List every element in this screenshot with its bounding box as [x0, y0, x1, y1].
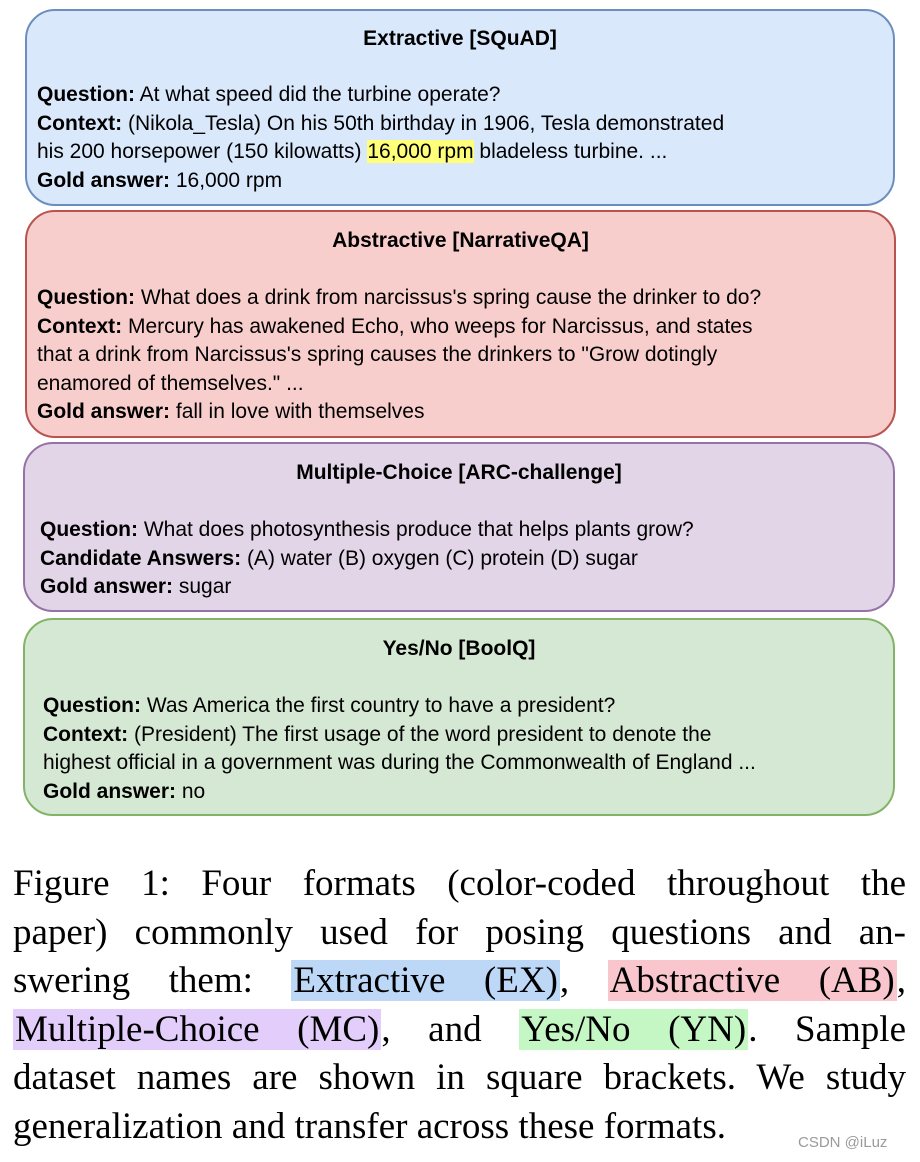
figure-caption: [13, 860, 906, 1151]
caption-line: generalization and transfer across these formats.: [13, 1105, 726, 1147]
question-text: Was America the first country to have a president?: [141, 694, 616, 717]
extractive-body: [37, 81, 893, 195]
caption-line: dataset names are shown in square brackets. We study: [13, 1057, 906, 1098]
abstractive-box: [25, 210, 896, 438]
question-line: [40, 516, 893, 545]
context-line: [43, 721, 893, 750]
gold-answer-label: Gold answer:: [37, 168, 171, 192]
question-label: Question:: [43, 694, 141, 717]
multiple-choice-box: [23, 442, 895, 612]
candidates-line: [40, 545, 893, 574]
yes-no-body: [43, 692, 893, 806]
extractive-box: [25, 9, 895, 206]
gold-answer-text: no: [176, 779, 206, 803]
gold-answer-text: 16,000 rpm: [170, 168, 283, 192]
caption-text: swering them:: [13, 960, 292, 1001]
context-line: [37, 110, 893, 139]
caption-line: [13, 1006, 906, 1055]
context-label: Context:: [37, 314, 123, 338]
abstractive-title: Abstractive [NarrativeQA]: [332, 229, 589, 252]
answer-span-highlight: 16,000 rpm: [367, 140, 474, 164]
yes-no-highlight: Yes/No (YN): [521, 1008, 747, 1050]
gold-answer-label: Gold answer:: [43, 779, 177, 803]
caption-line: paper) commonly used for posing questions and an-: [13, 911, 906, 953]
extractive-highlight: Extractive (EX): [293, 960, 558, 1001]
caption-text: , and: [381, 1008, 520, 1050]
context-line: [37, 313, 894, 342]
question-text: What does photosynthesis produce that helps plants grow?: [138, 518, 694, 541]
question-line: [37, 81, 893, 110]
abstractive-body: [37, 284, 894, 427]
yes-no-title: Yes/No [BoolQ]: [382, 637, 536, 660]
question-label: Question:: [37, 83, 135, 106]
gold-answer-label: Gold answer:: [37, 400, 171, 424]
context-line: that a drink from Narcissus's spring causes the drinkers to "Grow dotingly: [37, 343, 718, 367]
extractive-title: Extractive [SQuAD]: [363, 27, 557, 50]
context-line: [37, 138, 893, 167]
context-text: bladeless turbine. ...: [473, 140, 668, 164]
caption-text: ,: [559, 960, 608, 1001]
context-line: enamored of themselves." ...: [37, 371, 304, 395]
context-text: his 200 horsepower (150 kilowatts): [37, 140, 368, 164]
context-text: (Nikola_Tesla) On his 50th birthday in 1906, Tesla demonstrated: [122, 111, 725, 135]
caption-text: . Sample: [748, 1008, 906, 1050]
gold-answer-text: sugar: [173, 575, 232, 599]
context-label: Context:: [43, 722, 129, 746]
context-text: Mercury has awakened Echo, who weeps for Narcissus, and states: [122, 314, 753, 338]
abstractive-highlight: Abstractive (AB): [609, 960, 895, 1001]
gold-answer-line: [37, 398, 894, 427]
question-line: [37, 284, 894, 313]
watermark: CSDN @iLuz: [798, 1134, 888, 1151]
candidates-text: (A) water (B) oxygen (C) protein (D) sugar: [241, 546, 638, 570]
question-text: At what speed did the turbine operate?: [135, 83, 501, 106]
caption-line: [13, 957, 906, 1006]
caption-text: ,: [896, 960, 906, 1001]
gold-answer-label: Gold answer:: [40, 575, 174, 599]
question-label: Question:: [40, 518, 138, 541]
gold-answer-line: [43, 778, 893, 807]
question-line: [43, 692, 893, 721]
question-label: Question:: [37, 286, 135, 309]
candidates-label: Candidate Answers:: [40, 546, 242, 570]
context-label: Context:: [37, 111, 123, 135]
multiple-choice-title: Multiple-Choice [ARC-challenge]: [296, 461, 622, 484]
gold-answer-text: fall in love with themselves: [170, 400, 425, 424]
gold-answer-line: [40, 573, 893, 602]
context-line: highest official in a government was during the Commonwealth of England ...: [43, 751, 756, 775]
context-text: (President) The first usage of the word president to denote the: [128, 722, 712, 746]
yes-no-box: [23, 618, 895, 816]
gold-answer-line: [37, 167, 893, 196]
multiple-choice-highlight: Multiple-Choice (MC): [15, 1008, 380, 1050]
caption-line: Figure 1: Four formats (color-coded throughout the: [13, 863, 906, 904]
multiple-choice-body: [40, 516, 893, 602]
question-text: What does a drink from narcissus's spring cause the drinker to do?: [135, 286, 762, 309]
